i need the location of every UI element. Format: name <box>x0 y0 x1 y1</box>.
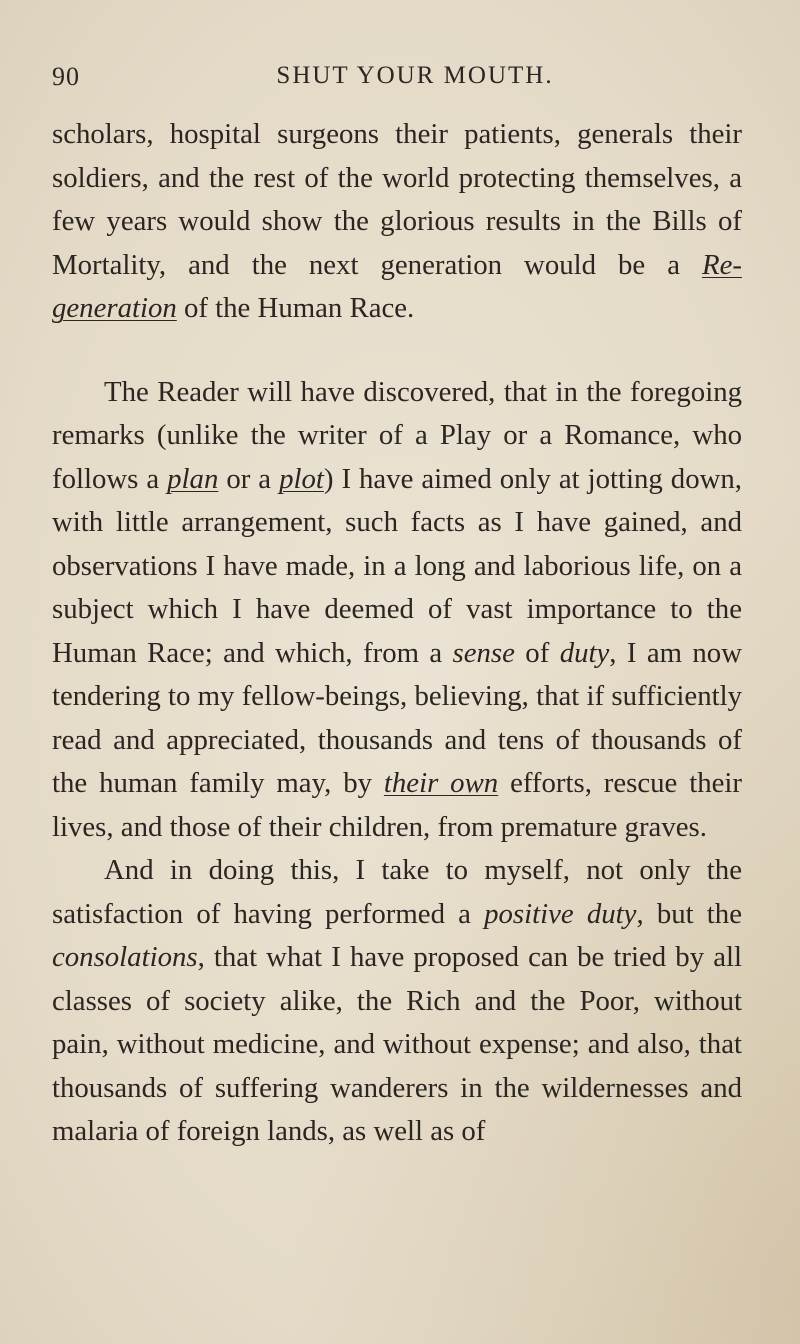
paragraph-reader-remarks <box>52 371 742 850</box>
body-text <box>52 113 742 1154</box>
emphasized-text: plan <box>167 462 219 495</box>
emphasized-text: consolations <box>52 941 198 973</box>
emphasized-text: duty <box>559 636 610 669</box>
emphasized-text: plot <box>279 462 324 495</box>
emphasized-text: Re-generation <box>52 248 742 324</box>
text-run: The Reader will have discovered, that in the foregoing remarks (unlike the writer of a Play or a Romance, who follows a <box>52 375 742 495</box>
paragraph-continuation <box>52 113 742 331</box>
emphasized-text: sense <box>452 636 515 669</box>
emphasized-text: their own <box>383 767 499 799</box>
text-run: or a <box>218 462 280 495</box>
text-run: efforts, rescue their lives, and those of their children, from premature graves. <box>52 767 743 843</box>
emphasized-text: positive duty <box>484 897 637 930</box>
text-run: , but the <box>636 897 742 930</box>
page-header <box>0 58 800 98</box>
text-run: ) I have aimed only at jotting down, with little arrangement, such facts as I have gained, and observations I have made, in a long and laborious life, on a subject which I have deemed of vast importance to the Human Race; and which, from a <box>52 462 742 669</box>
text-run: , I am now tendering to my fellow-beings, believing, that if sufficiently read and appreciated, thousands and tens of thousands of the human family may, by <box>52 636 742 799</box>
text-run: of the Human Race. <box>176 292 415 324</box>
text-run: scholars, hospital surgeons their patients, generals their soldiers, and the rest of the world protecting themselves, a few years would show the glorious results in the Bills of Mortality, and the next generation would be a <box>52 118 742 281</box>
paragraph-satisfaction <box>52 849 742 1154</box>
text-run: of <box>514 636 560 669</box>
text-run: , that what I have proposed can be tried by all classes of society alike, the Rich and the Poor, without pain, without medicine, and without expense; and also, that thousands of suffering wanderers in the wildernesses and malaria of foreign lands, as well as of <box>52 941 742 1147</box>
page-number: 90 <box>52 62 80 91</box>
running-title: SHUT YOUR MOUTH. <box>276 62 554 89</box>
text-run: And in doing this, I take to myself, not only the satisfaction of having performed a <box>52 854 742 930</box>
